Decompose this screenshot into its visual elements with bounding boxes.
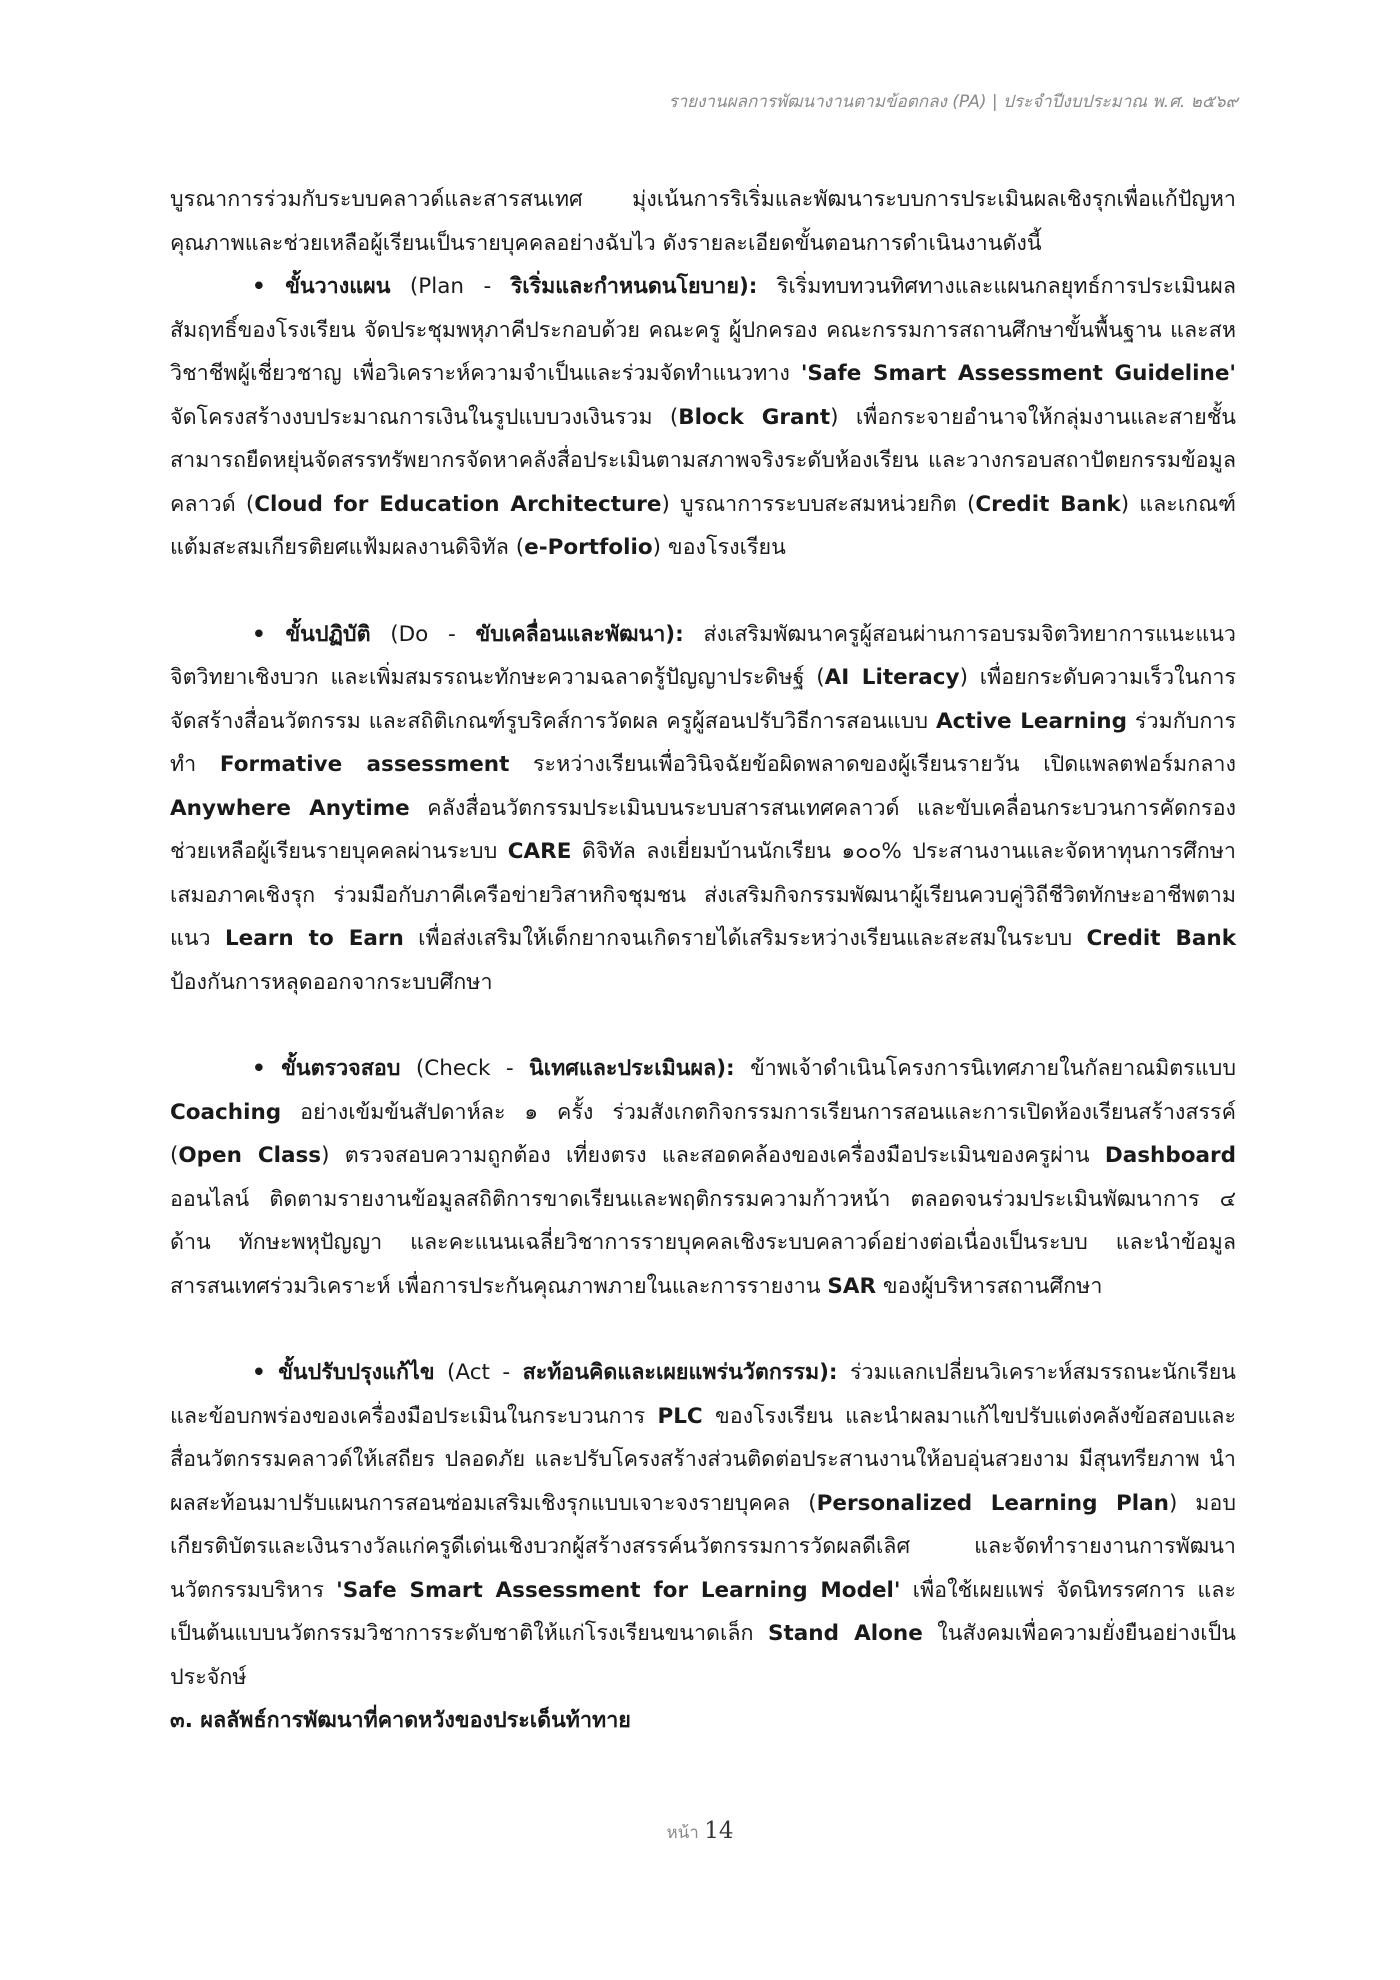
bullet-glyph: • (252, 274, 266, 299)
body-text: จัดโครงสร้างงบประมาณการเงินในรูปแบบวงเงินรวม ( (170, 404, 679, 430)
step-phase-open: (Do - (370, 621, 476, 647)
step-body (170, 622, 1236, 995)
running-header: รายงานผลการพัฒนางานตามข้อตกลง (PA) | ประจำปีงบประมาณ พ.ศ. ๒๕๖๙ (668, 92, 1238, 112)
body-text: ส่งเสริมพัฒนาครูผู้สอนผ่านการอบรมจิตวิทยาการแนะแนว จิตวิทยาเชิงบวก และเพิ่มสมรรถนะทักษะความฉลาดรู้ปัญญาประดิษฐ์ ( (170, 621, 1236, 690)
emphasis-text: Block Grant (678, 404, 831, 430)
emphasis-text: AI Literacy (824, 665, 960, 690)
emphasis-text: Coaching (170, 1099, 282, 1125)
emphasis-text: Personalized Learning Plan (816, 1490, 1169, 1516)
emphasis-text: 'Safe Smart Assessment Guideline' (800, 361, 1236, 386)
body-text: ของโรงเรียน และนำผลมาแก้ไขปรับแต่งคลังข้อสอบและสื่อนวัตกรรมคลาวด์ให้เสถียร ปลอดภัย และปรับโครงสร้างส่วนติดต่อประสานงานให้อบอุ่นสวยงาม มีสุนทรียภาพ นำผลสะท้อนมาปรับแผนการสอนซ่อมเสริมเชิงรุกแบบเจาะจงรายบุคคล ( (170, 1403, 1236, 1516)
emphasis-text: Dashboard (1104, 1143, 1237, 1168)
body-text: ออนไลน์ ติดตามรายงานข้อมูลสถิติการขาดเรียนและพฤติกรรมความก้าวหน้า ตลอดจนร่วมประเมินพัฒนาการ ๔ ด้าน ทักษะพหุปัญญา และคะแนนเฉลี่ยวิชาการรายบุคคลเชิงระบบคลาวด์อย่างต่อเนื่องเป็นระบบ และนำข้อมูลสารสนเทศร่วมวิเคราะห์ เพื่อการประกันคุณภาพภายในและการรายงาน (170, 1186, 1236, 1299)
body-text: ) และเกณฑ์แต้มสะสมเกียรติยศแฟ้มผลงานดิจิทัล ( (170, 491, 1236, 560)
step-phase-open: (Check - (400, 1056, 530, 1081)
emphasis-text: Credit Bank (1086, 926, 1236, 951)
body-text: ร่วมแลกเปลี่ยนวิเคราะห์สมรรถนะนักเรียนและข้อบกพร่องของเครื่องมือประเมินในกระบวนการ (170, 1360, 1237, 1429)
step-phase-name: สะท้อนคิดและเผยแพร่นวัตกรรม): (522, 1360, 838, 1385)
page-label: หน้า (666, 1823, 699, 1843)
emphasis-text: Open Class (178, 1143, 322, 1168)
emphasis-text: Stand Alone (768, 1621, 923, 1646)
emphasis-text: Active Learning (936, 708, 1127, 734)
step-phase-name: ขับเคลื่อนและพัฒนา): (475, 621, 684, 647)
emphasis-text: PLC (657, 1403, 703, 1429)
step-phase-name: ริเริ่มและกำหนดนโยบาย): (510, 274, 758, 299)
body-text: ) เพื่อกระจายอำนาจให้กลุ่มงานและสายชั้น สามารถยืดหยุ่นจัดสรรทรัพยากรจัดหาคลังสื่อประเมินตามสภาพจริงระดับห้องเรียน และวางกรอบสถาปัตยกรรมข้อมูลคลาวด์ ( (170, 404, 1236, 517)
step-title: ขั้นวางแผน (285, 274, 391, 299)
body-text: ) ของโรงเรียน (652, 535, 786, 560)
body-text: ป้องกันการหลุดออกจากระบบศึกษา (170, 969, 493, 995)
emphasis-text: Cloud for Education Architecture (254, 491, 662, 517)
body-text: คลังสื่อนวัตกรรมประเมินบนระบบสารสนเทศคลาวด์ และขับเคลื่อนกระบวนการคัดกรองช่วยเหลือผู้เรียนรายบุคคลผ่านระบบ (170, 795, 1236, 864)
body-text: ของผู้บริหารสถานศึกษา (876, 1273, 1103, 1299)
body-text: ในสังคมเพื่อความยั่งยืนอย่างเป็นประจักษ์ (170, 1621, 1236, 1690)
emphasis-text: Credit Bank (975, 491, 1121, 517)
body-text: อย่างเข้มข้นสัปดาห์ละ ๑ ครั้ง ร่วมสังเกตกิจกรรมการเรียนการสอนและการเปิดห้องเรียนสร้างสรรค์ ( (170, 1099, 1236, 1168)
body-text: ระหว่างเรียนเพื่อวินิจฉัยข้อผิดพลาดของผู้เรียนรายวัน เปิดแพลตฟอร์มกลาง (509, 752, 1236, 777)
step-phase-open: (Act - (434, 1360, 523, 1385)
step-body (170, 1360, 1236, 1690)
step-title: ขั้นปฏิบัติ (285, 621, 371, 647)
step-do (170, 613, 1236, 1005)
page-number: 14 (704, 1818, 734, 1844)
body-text: ดิจิทัล ลงเยี่ยมบ้านนักเรียน ๑๐๐% ประสานงานและจัดหาทุนการศึกษาเสมอภาคเชิงรุก ร่วมมือกับภาคีเครือข่ายวิสาหกิจชุมชน ส่งเสริมกิจกรรมพัฒนาผู้เรียนควบคู่วิถีชีวิตทักษะอาชีพตามแนว (170, 839, 1236, 951)
step-phase-name: นิเทศและประเมินผล): (529, 1056, 735, 1081)
emphasis-text: Learn to Earn (224, 926, 404, 951)
step-act (170, 1351, 1236, 1699)
emphasis-text: 'Safe Smart Assessment for Learning Model' (336, 1577, 901, 1603)
pdca-steps (170, 265, 1236, 1699)
body-text: ข้าพเจ้าดำเนินโครงการนิเทศภายในกัลยาณมิตรแบบ (734, 1056, 1236, 1081)
emphasis-text: SAR (827, 1273, 877, 1299)
step-body (170, 274, 1236, 560)
body-text: ) ตรวจสอบความถูกต้อง เที่ยงตรง และสอดคล้องของเครื่องมือประเมินของครูผ่าน (321, 1143, 1105, 1168)
body-text: ริเริ่มทบทวนทิศทางและแผนกลยุทธ์การประเมินผลสัมฤทธิ์ของโรงเรียน จัดประชุมพหุภาคีประกอบด้วย คณะครู ผู้ปกครอง คณะกรรมการสถานศึกษาขั้นพื้นฐาน และสหวิชาชีพผู้เชี่ยวชาญ เพื่อวิเคราะห์ความจำเป็นและร่วมจัดทำแนวทาง (170, 274, 1236, 386)
body-text: ) เพื่อยกระดับความเร็วในการจัดสร้างสื่อนวัตกรรม และสถิติเกณฑ์รูบริคส์การวัดผล ครูผู้สอนปรับวิธีการสอนแบบ (170, 665, 1236, 734)
body-text: เพื่อใช้เผยแพร่ จัดนิทรรศการ และเป็นต้นแบบนวัตกรรมวิชาการระดับชาติให้แก่โรงเรียนขนาดเล็ก (170, 1577, 1236, 1646)
body-text: ) มอบเกียรติบัตรและเงินรางวัลแก่ครูดีเด่นเชิงบวกผู้สร้างสรรค์นวัตกรรมการวัดผลดีเลิศ และจัดทำรายงานการพัฒนานวัตกรรมบริหาร (170, 1490, 1236, 1603)
step-phase-open: (Plan - (390, 274, 511, 299)
emphasis-text: Anywhere Anytime (170, 795, 410, 821)
step-plan (170, 265, 1236, 570)
step-title: ขั้นปรับปรุงแก้ไข (278, 1360, 435, 1385)
bullet-glyph: • (252, 621, 266, 647)
document-body (170, 178, 1236, 1743)
bullet-glyph: • (252, 1056, 266, 1081)
emphasis-text: CARE (507, 839, 572, 864)
intro-paragraph: บูรณาการร่วมกับระบบคลาวด์และสารสนเทศ มุ่งเน้นการริเริ่มและพัฒนาระบบการประเมินผลเชิงรุกเพื่อแก้ปัญหาคุณภาพและช่วยเหลือผู้เรียนเป็นรายบุคคลอย่างฉับไว ดังรายละเอียดขั้นตอนการดำเนินงานดังนี้ (170, 187, 1236, 256)
emphasis-text: Formative assessment (219, 752, 510, 777)
step-title: ขั้นตรวจสอบ (281, 1056, 401, 1081)
body-text: เพื่อส่งเสริมให้เด็กยากจนเกิดรายได้เสริมระหว่างเรียนและสะสมในระบบ (403, 926, 1087, 951)
body-text: ร่วมกับการทำ (170, 708, 1237, 777)
step-check (170, 1047, 1236, 1308)
section-heading: ๓. ผลลัพธ์การพัฒนาที่คาดหวังของประเด็นท้าทาย (170, 1708, 631, 1733)
bullet-glyph: • (252, 1360, 266, 1385)
step-body (170, 1056, 1236, 1299)
emphasis-text: e-Portfolio (524, 535, 653, 560)
body-text: ) บูรณาการระบบสะสมหน่วยกิต ( (661, 491, 976, 517)
page-footer (0, 1818, 1400, 1846)
